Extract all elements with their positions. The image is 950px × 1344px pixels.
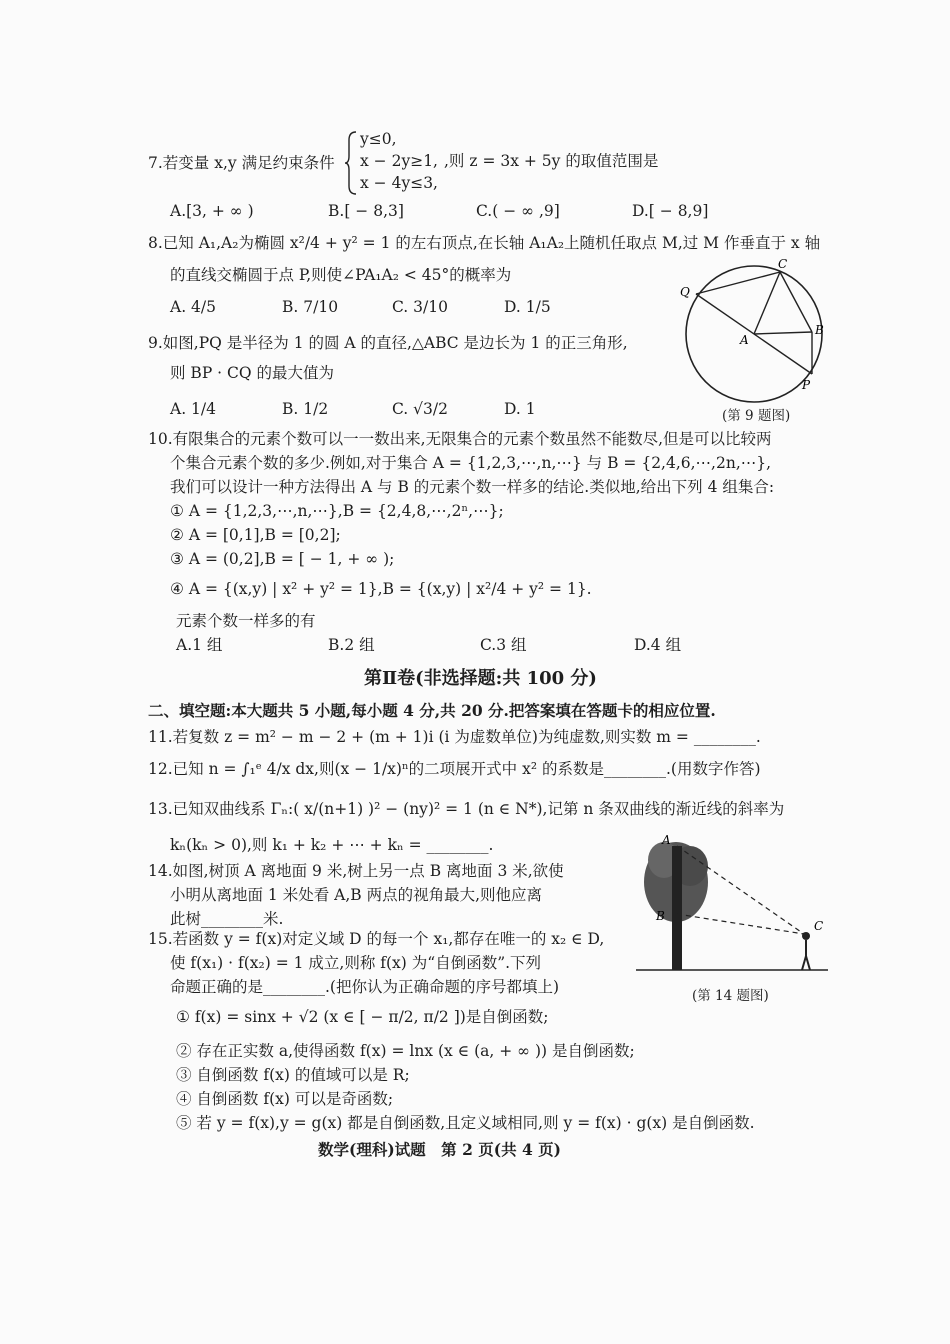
q14-line-2: 小明从离地面 1 米处看 A,B 两点的视角最大,则他应离 xyxy=(170,886,543,904)
q9-figure xyxy=(672,256,832,406)
person-head xyxy=(802,932,810,940)
sight-line-b xyxy=(677,914,804,934)
section-2-instructions: 二、填空题:本大题共 5 小题,每小题 4 分,共 20 分.把答案填在答题卡的相应位置. xyxy=(148,701,716,720)
q7-constraint-1: y≤0, xyxy=(360,130,397,148)
side-ab xyxy=(754,332,812,334)
q10-option-d: D.4 组 xyxy=(634,636,682,654)
q7-option-a: A.[3, + ∞ ) xyxy=(170,202,254,220)
q10-item-3: ③ A = (0,2],B = [ − 1, + ∞ ); xyxy=(170,550,395,568)
q8-option-c: C. 3/10 xyxy=(392,298,448,316)
q10-line-3: 我们可以设计一种方法得出 A 与 B 的元素个数一样多的结论.类似地,给出下列 4 组集合: xyxy=(170,478,775,496)
q14-line-1: 14.如图,树顶 A 离地面 9 米,树上另一点 B 离地面 3 米,欲使 xyxy=(148,862,564,880)
q15-line-3: 命题正确的是________.(把你认为正确命题的序号都填上) xyxy=(170,978,560,996)
q10-option-b: B.2 组 xyxy=(328,636,375,654)
q7-stem: 7.若变量 x,y 满足约束条件 xyxy=(148,154,335,172)
q9-option-c: C. √3/2 xyxy=(392,400,448,418)
q9-option-a: A. 1/4 xyxy=(170,400,216,418)
tree-trunk xyxy=(672,846,682,970)
q9-line-2: 则 BP · CQ 的最大值为 xyxy=(170,364,335,382)
q10-line-2: 个集合元素个数的多少.例如,对于集合 A = {1,2,3,⋯,n,⋯} 与 B = {2,4,6,⋯,2n,⋯}, xyxy=(170,454,772,472)
q13-line-1: 13.已知双曲线系 Γₙ:( x/(n+1) )² − (ny)² = 1 (n ∈ N*),记第 n 条双曲线的渐近线的斜率为 xyxy=(148,800,785,818)
q8-option-a: A. 4/5 xyxy=(170,298,216,316)
q7-option-c: C.( − ∞ ,9] xyxy=(476,202,560,220)
q9-option-d: D. 1 xyxy=(504,400,536,418)
q13-line-2: kₙ(kₙ > 0),则 k₁ + k₂ + ⋯ + kₙ = ________. xyxy=(170,836,494,854)
label-b: B xyxy=(815,323,824,337)
q10-item-1: ① A = {1,2,3,⋯,n,⋯},B = {2,4,8,⋯,2ⁿ,⋯}; xyxy=(170,502,504,520)
q14-figure xyxy=(632,830,832,980)
q15-line-1: 15.若函数 y = f(x)对定义域 D 的每一个 x₁,都存在唯一的 x₂ ∈ D, xyxy=(148,930,605,948)
q7-tail: ,则 z = 3x + 5y 的取值范围是 xyxy=(444,152,659,170)
q8-line-2: 的直线交椭圆于点 P,则使∠PA₁A₂ < 45°的概率为 xyxy=(170,266,512,284)
q15-item-3: ③ 自倒函数 f(x) 的值域可以是 R; xyxy=(176,1066,410,1084)
side-ac xyxy=(754,272,780,334)
q7-option-b: B.[ − 8,3] xyxy=(328,202,404,220)
q14-line-3: 此树________米. xyxy=(170,910,284,928)
q9-figure-caption: (第 9 题图) xyxy=(722,408,791,424)
section-2-title: 第Ⅱ卷(非选择题:共 100 分) xyxy=(364,668,597,689)
q8-option-b: B. 7/10 xyxy=(282,298,339,316)
q10-option-c: C.3 组 xyxy=(480,636,527,654)
label-q: Q xyxy=(680,285,690,299)
q15-line-2: 使 f(x₁) · f(x₂) = 1 成立,则称 f(x) 为“自倒函数”.下列 xyxy=(170,954,542,972)
q10-item-2: ② A = [0,1],B = [0,2]; xyxy=(170,526,341,544)
q12-text: 12.已知 n = ∫₁ᵉ 4/x dx,则(x − 1/x)ⁿ的二项展开式中 x² 的系数是________.(用数字作答) xyxy=(148,760,761,778)
label-p: P xyxy=(802,378,811,392)
q10-option-a: A.1 组 xyxy=(176,636,223,654)
q10-item-4: ④ A = {(x,y) | x² + y² = 1},B = {(x,y) | x²/4 + y² = 1}. xyxy=(170,580,592,598)
q7-constraint-3: x − 4y≤3, xyxy=(360,174,438,192)
q15-item-4: ④ 自倒函数 f(x) 可以是奇函数; xyxy=(176,1090,394,1108)
q9-line-1: 9.如图,PQ 是半径为 1 的圆 A 的直径,△ABC 是边长为 1 的正三角形, xyxy=(148,334,628,352)
label-c: C xyxy=(778,257,788,271)
q15-item-5: ⑤ 若 y = f(x),y = g(x) 都是自倒函数,且定义域相同,则 y = f(x) · g(x) 是自倒函数. xyxy=(176,1114,755,1132)
q14-figure-caption: (第 14 题图) xyxy=(692,988,769,1004)
label-a: A xyxy=(740,333,749,347)
q9-option-b: B. 1/2 xyxy=(282,400,329,418)
q10-line-1: 10.有限集合的元素个数可以一一数出来,无限集合的元素个数虽然不能数尽,但是可以比较两 xyxy=(148,430,772,448)
q7-brace xyxy=(344,130,358,196)
q15-item-1: ① f(x) = sinx + √2 (x ∈ [ − π/2, π/2 ])是自倒函数; xyxy=(176,1008,549,1026)
q8-option-d: D. 1/5 xyxy=(504,298,551,316)
q11-text: 11.若复数 z = m² − m − 2 + (m + 1)i (i 为虚数单位)为纯虚数,则实数 m = ________. xyxy=(148,728,761,746)
q7-option-d: D.[ − 8,9] xyxy=(632,202,709,220)
page-footer: 数学(理科)试题 第 2 页(共 4 页) xyxy=(318,1140,561,1159)
label-b: B xyxy=(656,909,665,923)
q15-item-2: ② 存在正实数 a,使得函数 f(x) = lnx (x ∈ (a, + ∞ )) 是自倒函数; xyxy=(176,1042,635,1060)
q7-constraint-2: x − 2y≥1, xyxy=(360,152,438,170)
q10-closing: 元素个数一样多的有 xyxy=(176,612,316,630)
label-a: A xyxy=(662,833,671,847)
label-c: C xyxy=(814,919,824,933)
q8-line-1: 8.已知 A₁,A₂为椭圆 x²/4 + y² = 1 的左右顶点,在长轴 A₁A₂上随机任取点 M,过 M 作垂直于 x 轴 xyxy=(148,234,821,252)
